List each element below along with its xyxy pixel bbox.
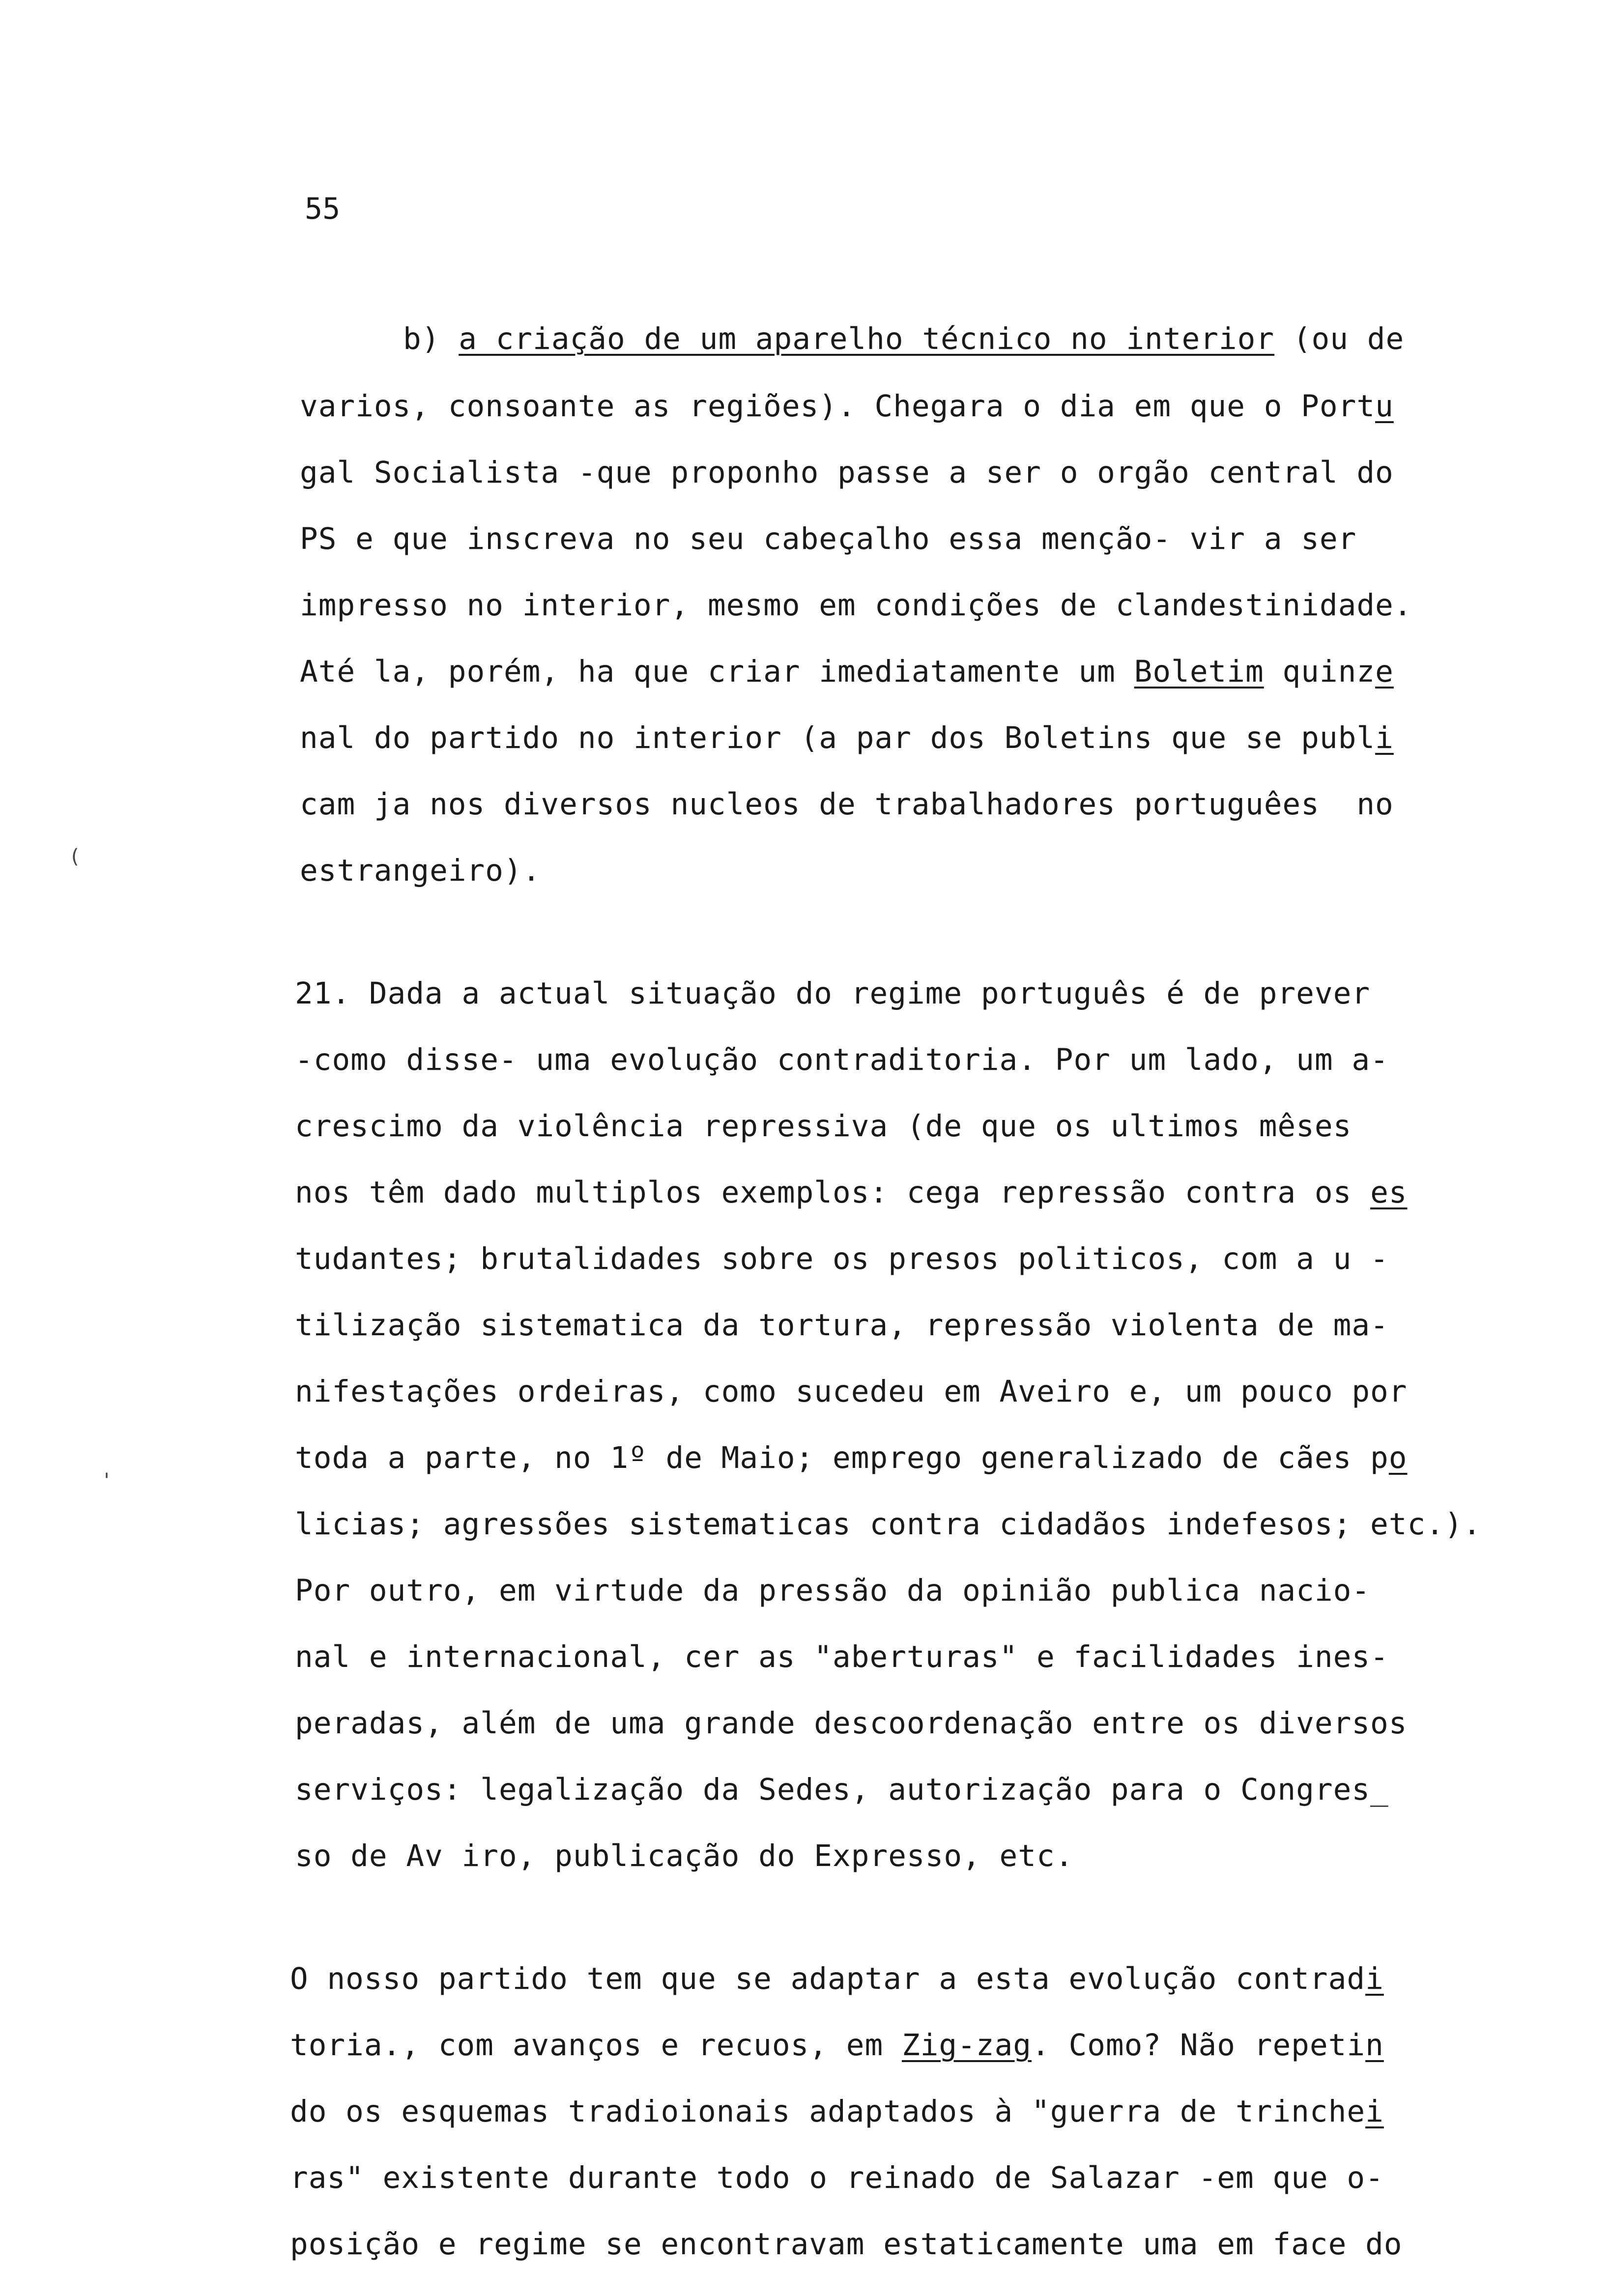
- text-segment: do os esquemas tradioionais adaptados à "guerra de trinche: [290, 2094, 1366, 2129]
- text-line: [295, 1306, 1389, 1345]
- text-segment: toria., com avanços e recuos, em: [290, 2028, 902, 2063]
- text-segment: tilização sistematica da tortura, repressão violenta de ma-: [295, 1308, 1389, 1343]
- text-line: [295, 1770, 1389, 1809]
- text-line: [295, 1438, 1408, 1478]
- underlined-text: Boletim: [1134, 654, 1264, 689]
- text-line: [290, 2092, 1384, 2131]
- text-segment: Por outro, em virtude da pressão da opinião publica nacio-: [295, 1573, 1371, 1608]
- text-line: [300, 586, 1412, 625]
- text-line: [295, 1372, 1408, 1411]
- underlined-text: i: [1365, 1961, 1384, 1996]
- text-segment: impresso no interior, mesmo em condições de clandestinidade.: [300, 588, 1412, 623]
- text-line: [300, 718, 1394, 758]
- underlined-text: Zig-zag: [901, 2028, 1032, 2063]
- text-line: [290, 1959, 1384, 1999]
- text-segment: -como disse- uma evolução contraditoria. Por um lado, um a-: [295, 1042, 1389, 1077]
- margin-mark-paren: (: [69, 845, 81, 868]
- text-segment: quinz: [1264, 654, 1376, 689]
- text-segment: serviços: legalização da Sedes, autorização para o Congres_: [295, 1772, 1389, 1807]
- text-segment: cam ja nos diversos nucleos de trabalhadores portuguêes no: [300, 787, 1394, 822]
- text-line: [295, 1173, 1408, 1212]
- text-line: [295, 1239, 1389, 1279]
- text-segment: so de Av iro, publicação do Expresso, etc.: [295, 1838, 1074, 1873]
- margin-mark-tick: ': [101, 1469, 113, 1492]
- text-segment: b): [403, 321, 459, 356]
- text-segment: peradas, além de uma grande descoordenação entre os diversos: [295, 1706, 1408, 1741]
- text-segment: gal Socialista -que proponho passe a ser o orgão central do: [300, 455, 1394, 490]
- text-line: [300, 453, 1394, 492]
- text-line: [295, 1571, 1370, 1610]
- text-line: [300, 519, 1356, 559]
- text-segment: toda a parte, no 1º de Maio; emprego generalizado de cães p: [295, 1440, 1389, 1475]
- text-line: [295, 974, 1370, 1013]
- text-segment: nifestações ordeiras, como sucedeu em Aveiro e, um pouco por: [295, 1374, 1408, 1409]
- text-line: [295, 1505, 1481, 1544]
- text-line: [295, 1040, 1389, 1080]
- underlined-text: o: [1388, 1440, 1408, 1475]
- text-line: [300, 851, 541, 890]
- text-segment: varios, consoante as regiões). Chegara o dia em que o Port: [300, 389, 1376, 424]
- text-line: [290, 2158, 1384, 2198]
- text-segment: PS e que inscreva no seu cabeçalho essa menção- vir a ser: [300, 521, 1357, 556]
- text-segment: licias; agressões sistematicas contra cidadãos indefesos; etc.).: [295, 1507, 1482, 1542]
- text-segment: O nosso partido tem que se adaptar a esta evolução contrad: [290, 1961, 1366, 1996]
- underlined-text: es: [1370, 1175, 1408, 1210]
- text-line: [295, 1107, 1352, 1146]
- text-segment: estrangeiro).: [300, 853, 541, 888]
- text-line: [290, 2026, 1384, 2065]
- text-line: [295, 1704, 1408, 1743]
- text-segment: nos têm dado multiplos exemplos: cega repressão contra os: [295, 1175, 1371, 1210]
- underlined-text: n: [1365, 2028, 1384, 2063]
- text-segment: posição e regime se encontravam estaticamente uma em face do: [290, 2227, 1403, 2262]
- text-segment: tudantes; brutalidades sobre os presos politicos, com a u -: [295, 1241, 1389, 1276]
- text-segment: nal do partido no interior (a par dos Boletins que se publ: [300, 720, 1376, 755]
- text-line: [300, 785, 1394, 824]
- text-line: [295, 1837, 1073, 1876]
- text-line: [295, 1637, 1389, 1677]
- text-segment: 21. Dada a actual situação do regime português é de prever: [295, 976, 1371, 1011]
- underlined-text: u: [1375, 389, 1394, 424]
- text-segment: Até la, porém, ha que criar imediatamente um: [300, 654, 1134, 689]
- underlined-text: i: [1365, 2094, 1384, 2129]
- text-line: [403, 319, 1404, 359]
- underlined-text: e: [1375, 654, 1394, 689]
- underlined-text: a criação de um aparelho técnico no interior: [459, 321, 1275, 356]
- text-segment: crescimo da violência repressiva (de que os ultimos mêses: [295, 1109, 1352, 1144]
- text-line: [300, 387, 1394, 426]
- text-segment: (ou de: [1274, 321, 1405, 356]
- underlined-text: i: [1375, 720, 1394, 755]
- text-segment: . Como? Não repeti: [1032, 2028, 1366, 2063]
- text-line: [300, 652, 1394, 691]
- text-line: [290, 2225, 1403, 2264]
- text-segment: ras" existente durante todo o reinado de Salazar -em que o-: [290, 2160, 1384, 2195]
- page-number: 55: [305, 192, 341, 226]
- text-segment: nal e internacional, cer as "aberturas" e facilidades ines-: [295, 1639, 1389, 1674]
